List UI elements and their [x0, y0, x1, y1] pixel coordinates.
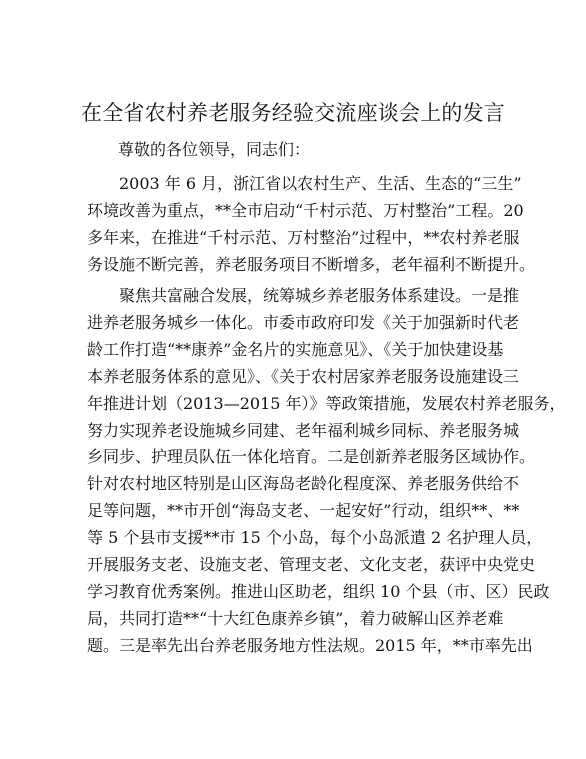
paragraph-line: 局，共同打造**“十大红色康养乡镇”，着力破解山区养老难 [87, 608, 504, 628]
paragraph-line: 题。三是率先出台养老服务地方性法规。2015 年，**市率先出 [87, 635, 533, 655]
paragraph-line: 聚焦共富融合发展，统筹城乡养老服务体系建设。一是推 [119, 286, 520, 305]
paragraph-body [87, 283, 566, 660]
paragraph-line: 龄工作打造“**康养”金名片的实施意见》、《关于加快建设基 [87, 339, 504, 359]
paragraph-intro [87, 171, 536, 279]
paragraph-line: 2003 年 6 月，浙江省以农村生产、生活、生态的“三生” [119, 174, 522, 193]
paragraph-line: 足等问题，**市开创“海岛支老、一起安好”行动，组织**、** [87, 501, 520, 521]
paragraph-line: 多年来，在推进“千村示范、万村整治”过程中，**农村养老服 [87, 227, 520, 247]
document-title: 在全省农村养老服务经验交流座谈会上的发言 [81, 101, 505, 125]
paragraph-line: 本养老服务体系的意见》、《关于农村居家养老服务设施建设三 [87, 366, 520, 386]
paragraph-line: 年推进计划（2013—2015 年）》等政策措施，发展农村养老服务， [87, 393, 566, 413]
salutation: 尊敬的各位领导，同志们： [118, 140, 311, 159]
paragraph-line: 学习教育优秀案例。推进山区助老，组织 10 个县（市、区）民政 [87, 581, 550, 601]
paragraph-line: 等 5 个县市支援**市 15 个小岛，每个小岛派遣 2 名护理人员， [87, 528, 543, 548]
paragraph-line: 进养老服务城乡一体化。市委市政府印发《关于加强新时代老 [87, 312, 520, 332]
paragraph-line: 针对农村地区特别是山区海岛老龄化程度深、养老服务供给不 [87, 474, 520, 494]
paragraph-line: 开展服务支老、设施支老、管理支老、文化支老，获评中央党史 [87, 555, 536, 575]
paragraph-line: 务设施不断完善，养老服务项目不断增多，老年福利不断提升。 [87, 254, 536, 274]
paragraph-line: 环境改善为重点，**全市启动“千村示范、万村整治”工程。20 [87, 200, 524, 220]
paragraph-line: 乡同步、护理员队伍一体化培育。二是创新养老服务区域协作。 [87, 447, 536, 467]
paragraph-line: 努力实现养老设施城乡同建、老年福利城乡同标、养老服务城 [87, 420, 520, 440]
